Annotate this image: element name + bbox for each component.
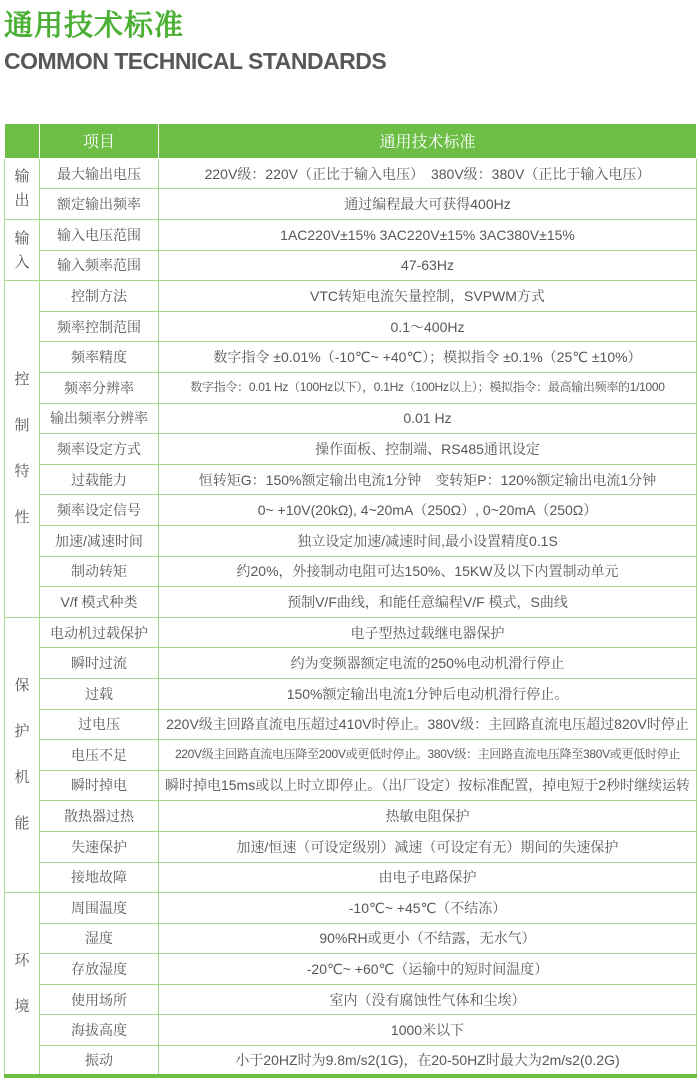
spec-value: 预制V/F曲线，和能任意编程V/F 模式，S曲线 (159, 587, 697, 618)
spec-table (4, 123, 697, 1078)
table-row (5, 403, 697, 434)
category-char: 控 (14, 371, 30, 389)
table-row (5, 740, 697, 771)
category-char: 特 (14, 463, 30, 481)
spec-label: 频率设定信号 (40, 495, 159, 526)
category-char: 境 (14, 998, 30, 1016)
spec-label: 频率控制范围 (40, 311, 159, 342)
spec-label: 电动机过载保护 (40, 617, 159, 648)
spec-value: -10℃~ +45℃（不结冻） (159, 893, 697, 924)
table-row (5, 954, 697, 985)
spec-label: 瞬时掉电 (40, 770, 159, 801)
category-vertical-label (5, 220, 39, 280)
table-row (5, 1015, 697, 1046)
page-title: 通用技术标准 (4, 10, 185, 42)
spec-label: 加速/减速时间 (40, 525, 159, 556)
table-row (5, 984, 697, 1015)
spec-value: 0~ +10V(20kΩ), 4~20mA（250Ω）, 0~20mA（250Ω） (159, 495, 697, 526)
page-subtitle: COMMON TECHNICAL STANDARDS (4, 48, 387, 75)
category-char: 输 (14, 168, 30, 186)
spec-label: V/f 模式种类 (40, 587, 159, 618)
table-row (5, 678, 697, 709)
spec-label: 过载能力 (40, 464, 159, 495)
spec-label: 额定输出频率 (40, 189, 159, 220)
spec-label: 散热器过热 (40, 801, 159, 832)
spec-value: 独立设定加速/减速时间,最小设置精度0.1S (159, 525, 697, 556)
category-char: 保 (14, 677, 30, 695)
table-row (5, 556, 697, 587)
table-row (5, 495, 697, 526)
spec-label: 输入电压范围 (40, 220, 159, 251)
spec-value: 由电子电路保护 (159, 862, 697, 893)
table-row (5, 648, 697, 679)
spec-value: 室内（没有腐蚀性气体和尘埃） (159, 984, 697, 1015)
table-row (5, 311, 697, 342)
table-row (5, 831, 697, 862)
table-row (5, 342, 697, 373)
spec-label: 海拔高度 (40, 1015, 159, 1046)
spec-value: 0.01 Hz (159, 403, 697, 434)
category-vertical-label (5, 893, 39, 1074)
table-row (5, 158, 697, 189)
category-cell (5, 617, 40, 892)
spec-value: 90%RH或更小（不结露，无水气） (159, 923, 697, 954)
table-row (5, 250, 697, 281)
category-char: 制 (14, 417, 30, 435)
header-item: 项目 (40, 123, 159, 158)
table-row (5, 281, 697, 312)
header-category-cell (5, 123, 40, 158)
spec-label: 湿度 (40, 923, 159, 954)
category-char: 机 (14, 769, 30, 787)
spec-value: 1AC220V±15% 3AC220V±15% 3AC380V±15% (159, 220, 697, 251)
spec-label: 输出频率分辨率 (40, 403, 159, 434)
spec-label: 使用场所 (40, 984, 159, 1015)
spec-label: 制动转矩 (40, 556, 159, 587)
spec-label: 存放湿度 (40, 954, 159, 985)
spec-value: 操作面板、控制端、RS485通讯设定 (159, 434, 697, 465)
category-char: 环 (14, 952, 30, 970)
spec-value: 150%额定输出电流1分钟后电动机滑行停止。 (159, 678, 697, 709)
table-row (5, 220, 697, 251)
category-cell (5, 893, 40, 1077)
spec-value: 0.1～400Hz (159, 311, 697, 342)
spec-value: 220V级：220V（正比于输入电压） 380V级：380V（正比于输入电压） (159, 158, 697, 189)
category-char: 护 (14, 723, 30, 741)
header-standard: 通用技术标准 (159, 123, 697, 158)
table-row (5, 923, 697, 954)
spec-value: 小于20HZ时为9.8m/s2(1G)，在20-50HZ时最大为2m/s2(0.2G) (159, 1046, 697, 1077)
category-char: 性 (14, 509, 30, 527)
table-row (5, 373, 697, 404)
spec-label: 电压不足 (40, 740, 159, 771)
spec-value: 瞬时掉电15ms或以上时立即停止。（出厂设定）按标准配置，掉电短于2秒时继续运转 (159, 770, 697, 801)
spec-value: 220V级主回路直流电压超过410V时停止。380V级：主回路直流电压超过820V时停止 (159, 709, 697, 740)
category-char: 入 (14, 253, 30, 271)
category-char: 输 (14, 229, 30, 247)
table-row (5, 862, 697, 893)
table-row (5, 464, 697, 495)
table-row (5, 617, 697, 648)
table-row (5, 770, 697, 801)
spec-value: 1000米以下 (159, 1015, 697, 1046)
spec-label: 振动 (40, 1046, 159, 1077)
table-row (5, 434, 697, 465)
table-row (5, 709, 697, 740)
spec-label: 周围温度 (40, 893, 159, 924)
table-header-row (5, 123, 697, 158)
category-cell (5, 281, 40, 618)
table-row (5, 587, 697, 618)
category-vertical-label (5, 281, 39, 617)
spec-value: 数字指令：0.01 Hz（100Hz以下），0.1Hz（100Hz以上）；模拟指令：最高输出频率的1/1000 (159, 373, 697, 404)
spec-value: 数字指令 ±0.01%（-10℃~ +40℃）；模拟指令 ±0.1%（25℃ ±10%） (159, 342, 697, 373)
spec-label: 控制方法 (40, 281, 159, 312)
table-row (5, 189, 697, 220)
spec-value: 加速/恒速（可设定级别）减速（可设定有无）期间的失速保护 (159, 831, 697, 862)
spec-value: 恒转矩G：150%额定输出电流1分钟 变转矩P：120%额定输出电流1分钟 (159, 464, 697, 495)
spec-value: 通过编程最大可获得400Hz (159, 189, 697, 220)
spec-label: 频率设定方式 (40, 434, 159, 465)
table-row (5, 1046, 697, 1077)
table-row (5, 801, 697, 832)
spec-value: -20℃~ +60℃（运输中的短时间温度） (159, 954, 697, 985)
spec-label: 最大输出电压 (40, 158, 159, 189)
table-row (5, 893, 697, 924)
spec-label: 输入频率范围 (40, 250, 159, 281)
spec-label: 接地故障 (40, 862, 159, 893)
spec-label: 频率分辨率 (40, 373, 159, 404)
category-cell (5, 158, 40, 219)
spec-label: 失速保护 (40, 831, 159, 862)
spec-value: 47-63Hz (159, 250, 697, 281)
spec-value: 约20%，外接制动电阻可达150%、15KW及以下内置制动单元 (159, 556, 697, 587)
spec-label: 频率精度 (40, 342, 159, 373)
spec-value: VTC转矩电流矢量控制，SVPWM方式 (159, 281, 697, 312)
spec-label: 过载 (40, 678, 159, 709)
spec-label: 瞬时过流 (40, 648, 159, 679)
spec-label: 过电压 (40, 709, 159, 740)
category-vertical-label (5, 618, 39, 892)
category-cell (5, 220, 40, 281)
spec-value: 220V级主回路直流电压降至200V或更低时停止。380V级：主回路直流电压降至380V或更低时停止 (159, 740, 697, 771)
category-vertical-label (5, 159, 39, 219)
spec-value: 热敏电阻保护 (159, 801, 697, 832)
category-char: 出 (14, 192, 30, 210)
spec-value: 电子型热过载继电器保护 (159, 617, 697, 648)
category-char: 能 (14, 815, 30, 833)
table-body (5, 158, 697, 1076)
spec-value: 约为变频器额定电流的250%电动机滑行停止 (159, 648, 697, 679)
table-row (5, 525, 697, 556)
